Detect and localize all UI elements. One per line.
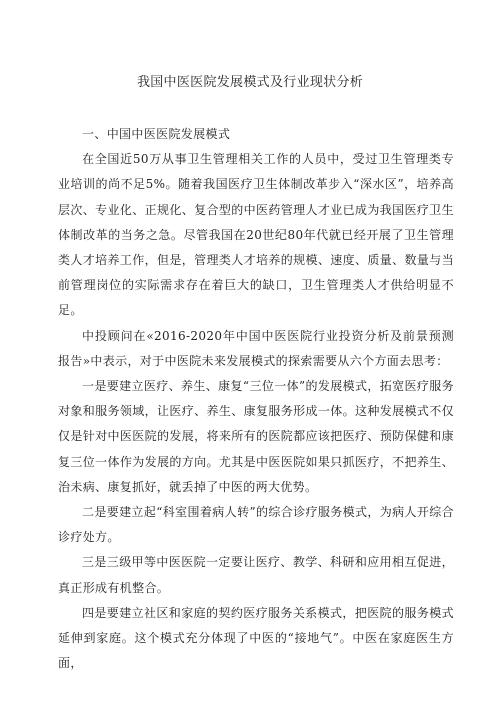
paragraph-point-three: 三是三级甲等中医医院一定要让医疗、教学、科研和应用相互促进，真正形成有机整合。 bbox=[58, 555, 454, 595]
document-title: 我国中医医院发展模式及行业现状分析 bbox=[136, 75, 364, 90]
paragraph-staff-training: 在全国近50万从事卫生管理相关工作的人员中，受过卫生管理类专业培训的尚不足5%。随着我国医疗卫生体制改革步入“深水区”，培养高层次、专业化、正规化、复合型的中医药管理人才业已成为我国医疗卫生体制改革的当务之急。尽管我国在20世纪80年代就已经开展了卫生管理类人才培养工作，但是，管理类人才培养的规模、速度、质量、数量与当前管理岗位的实际需求存在着巨大的缺口，卫生管理类人才供给明显不足。 bbox=[58, 152, 454, 318]
paragraph-point-four: 四是要建立社区和家庭的契约医疗服务关系模式，把医院的服务模式延伸到家庭。这个模式充分体现了中医的“接地气”。中医在家庭医生方面， bbox=[58, 605, 454, 671]
paragraph-point-two: 二是要建立起“科室围着病人转”的综合诊疗服务模式，为病人开综合诊疗处方。 bbox=[58, 505, 454, 545]
section-heading: 一、中国中医医院发展模式 bbox=[82, 127, 231, 141]
paragraph-report-intro: 中投顾问在«2016-2020年中国中医医院行业投资分析及前景预测报告»中表示，对于中医院未来发展模式的探索需要从六个方面去思考： bbox=[58, 328, 454, 368]
document-body bbox=[58, 122, 454, 676]
paragraph-point-one: 一是要建立医疗、养生、康复“三位一体”的发展模式，拓宽医疗服务对象和服务领域，让医疗、养生、康复服务形成一体。这种发展模式不仅仅是针对中医医院的发展，将来所有的医院都应该把医疗、预防保健和康复三位一体作为发展的方向。尤其是中医医院如果只抓医疗，不把养生、治未病、康复抓好，就丢掉了中医的两大优势。 bbox=[58, 379, 454, 494]
